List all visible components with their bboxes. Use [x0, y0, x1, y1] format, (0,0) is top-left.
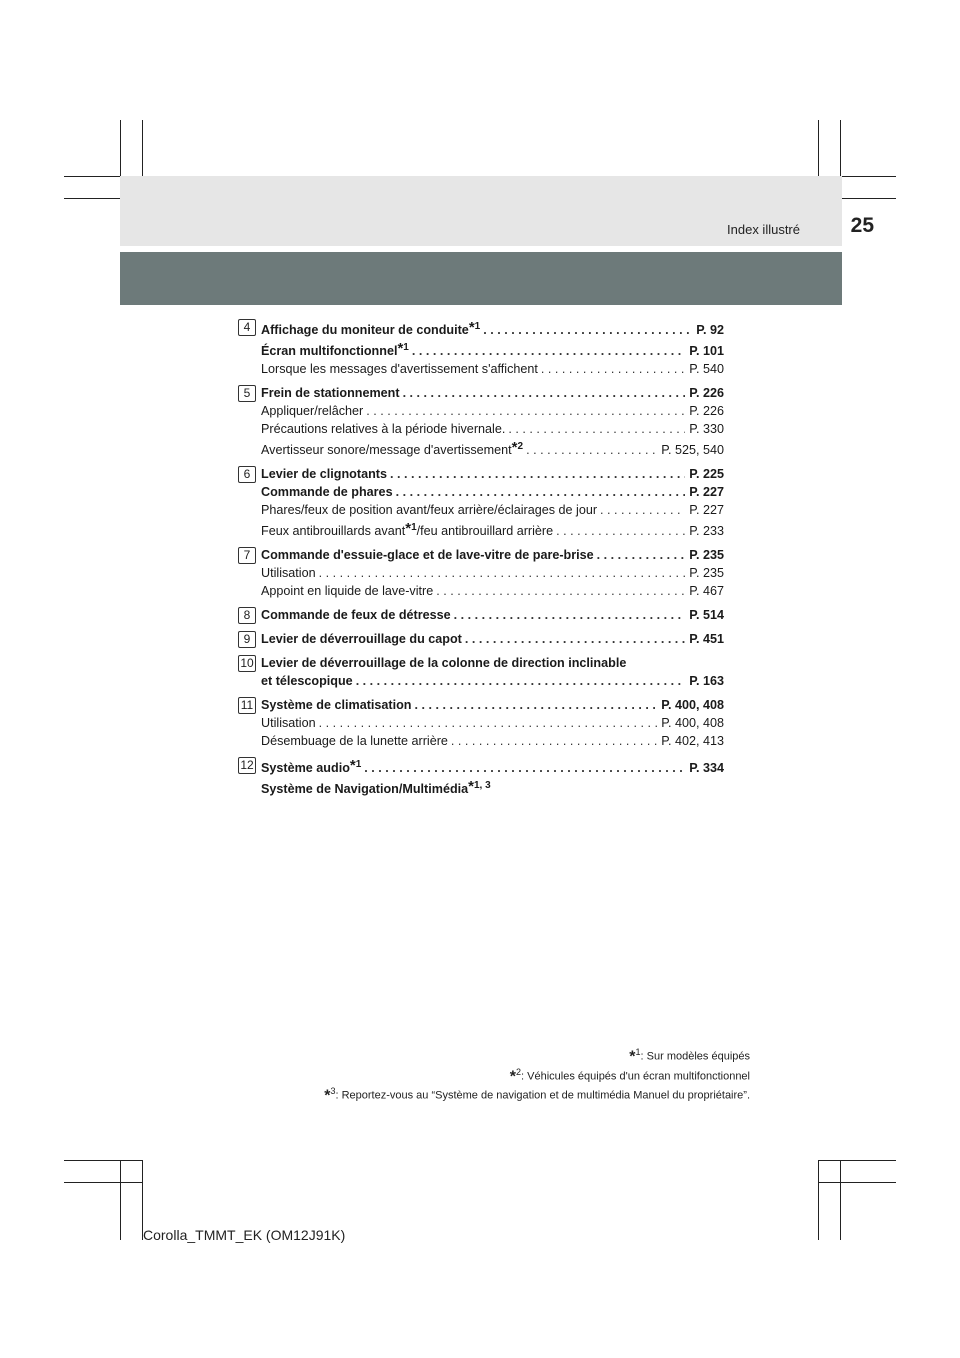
footnote: *$^1$: Sur modèles équipés — [629, 1047, 750, 1066]
index-line-text: Écran multifonctionnel — [261, 344, 398, 358]
index-line — [261, 384, 724, 402]
entry-number-badge: 12 — [238, 757, 256, 774]
index-line — [261, 654, 724, 672]
footer-label: Corolla_TMMT_EK (OM12J91K) — [143, 1227, 346, 1243]
page-reference: P. 101 — [689, 344, 724, 358]
index-entry — [240, 384, 724, 459]
entry-number-badge: 5 — [238, 385, 256, 402]
page-reference: P. 226 — [689, 386, 724, 400]
index-line — [261, 483, 724, 501]
entry-number-badge: 6 — [238, 466, 256, 483]
index-line-label — [261, 756, 361, 777]
index-line-text: Avertisseur sonore/message d'avertissement — [261, 443, 512, 457]
dot-leader — [364, 759, 685, 777]
index-entry — [240, 606, 724, 624]
page-reference: P. 451 — [689, 632, 724, 646]
dot-leader — [319, 564, 686, 582]
dot-leader — [597, 546, 686, 564]
index-line — [261, 360, 724, 378]
dot-leader — [526, 441, 657, 459]
crop-mark — [64, 1160, 142, 1161]
index-line-label — [261, 630, 462, 648]
crop-mark — [818, 1160, 896, 1161]
index-line-label — [261, 654, 626, 672]
dot-leader — [356, 672, 686, 690]
index-line-label — [261, 318, 480, 339]
index-line-label — [261, 714, 316, 732]
page-reference: P. 400, 408 — [661, 716, 724, 730]
page-reference: P. 330 — [689, 422, 724, 436]
page-reference: P. 235 — [689, 548, 724, 562]
index-line-text: Feux antibrouillards avant — [261, 524, 406, 538]
page-reference: P. 334 — [689, 761, 724, 775]
index-line — [261, 756, 724, 777]
footnote-marker: *1 — [468, 319, 481, 336]
page-reference: P. 226 — [689, 404, 724, 418]
index-line-text: Appoint en liquide de lave-vitre — [261, 584, 434, 598]
index-line — [261, 438, 724, 459]
index-line-text: Utilisation — [261, 716, 316, 730]
page-reference: P. 227 — [689, 503, 724, 517]
index-line — [261, 564, 724, 582]
crop-mark — [818, 1160, 819, 1240]
index-line — [261, 777, 724, 798]
index-line — [261, 501, 724, 519]
index-entry — [240, 318, 724, 378]
index-line-text: Désembuage de la lunette arrière — [261, 734, 448, 748]
index-line-label — [261, 582, 433, 600]
index-line — [261, 714, 724, 732]
footnote-marker: *1 — [405, 520, 417, 537]
index-line-text-cont: /feu antibrouillard arrière — [416, 524, 554, 538]
index-line-label — [261, 501, 597, 519]
index-line-label — [261, 732, 448, 750]
index-line — [261, 582, 724, 600]
index-line-label — [261, 672, 353, 690]
index-line-label — [261, 360, 538, 378]
index-line — [261, 732, 724, 750]
index-line-text: Levier de déverrouillage du capot — [261, 632, 462, 646]
footnote-marker: *2 — [511, 439, 524, 456]
dot-leader — [319, 714, 658, 732]
page-reference: P. 235 — [689, 566, 724, 580]
page-reference: P. 514 — [689, 608, 724, 622]
index-line — [261, 420, 724, 438]
index-line — [261, 318, 724, 339]
index-line-text: Commande de phares — [261, 485, 393, 499]
index-entry — [240, 630, 724, 648]
page-reference: P. 525, 540 — [661, 443, 724, 457]
footnote-marker: *1 — [397, 340, 409, 357]
index-entry — [240, 654, 724, 690]
footnote-marker: *1, 3 — [468, 778, 491, 795]
index-line-text: Précautions relatives à la période hivernale. — [261, 422, 506, 436]
footnote: *$^2$: Véhicules équipés d'un écran multifonctionnel — [509, 1066, 750, 1086]
index-line-text: Commande de feux de détresse — [261, 608, 451, 622]
index-line — [261, 630, 724, 648]
footnote: *$^3$: Reportez-vous au “Système de navigation et de multimédia Manuel du propriétaire”. — [324, 1086, 750, 1105]
index-line-label — [261, 777, 491, 798]
page-reference: P. 92 — [696, 323, 724, 337]
index-line-text: Frein de stationnement — [261, 386, 400, 400]
page-reference: P. 227 — [689, 485, 724, 499]
page-reference: P. 233 — [689, 524, 724, 538]
index-line-label — [261, 465, 387, 483]
index-list — [240, 318, 724, 804]
section-banner — [120, 252, 842, 305]
dot-leader — [451, 732, 657, 750]
entry-number-badge: 10 — [238, 655, 256, 672]
index-line — [261, 546, 724, 564]
dot-leader — [541, 360, 685, 378]
dot-leader — [390, 465, 685, 483]
index-line-text: Appliquer/relâcher — [261, 404, 364, 418]
dot-leader — [508, 420, 685, 438]
index-entry — [240, 696, 724, 750]
section-title: Index illustré — [727, 222, 800, 237]
index-line — [261, 465, 724, 483]
dot-leader — [600, 501, 685, 519]
index-line-label — [261, 519, 553, 540]
entry-number-badge: 9 — [238, 631, 256, 648]
dot-leader — [454, 606, 686, 624]
dot-leader — [403, 384, 686, 402]
entry-number-badge: 11 — [238, 697, 256, 714]
index-entry — [240, 465, 724, 540]
entry-number-badge: 8 — [238, 607, 256, 624]
dot-leader — [412, 342, 685, 360]
index-line-text: Phares/feux de position avant/feux arrière/éclairages de jour — [261, 503, 598, 517]
index-line-label — [261, 564, 316, 582]
page-number: 25 — [850, 214, 874, 237]
index-line — [261, 606, 724, 624]
page-reference: P. 163 — [689, 674, 724, 688]
crop-mark — [818, 1182, 896, 1183]
entry-number-badge: 7 — [238, 547, 256, 564]
index-line-text: Affichage du moniteur de conduite — [261, 323, 469, 337]
index-line-text: Système audio — [261, 761, 350, 775]
dot-leader — [396, 483, 686, 501]
index-entry — [240, 756, 724, 798]
crop-mark — [840, 1160, 841, 1240]
dot-leader — [556, 522, 685, 540]
index-line-label — [261, 402, 363, 420]
index-line — [261, 696, 724, 714]
crop-mark — [120, 1160, 121, 1240]
index-line-text: Commande d'essuie-glace et de lave-vitre de pare-brise — [261, 548, 594, 562]
footnotes — [324, 1045, 750, 1104]
index-line-label — [261, 483, 393, 501]
dot-leader — [415, 696, 658, 714]
index-line-label — [261, 546, 594, 564]
page-reference: P. 402, 413 — [661, 734, 724, 748]
page-reference: P. 400, 408 — [661, 698, 724, 712]
index-line-text: Système de climatisation — [261, 698, 412, 712]
index-line-label — [261, 384, 400, 402]
index-line-label — [261, 339, 409, 360]
footnote-marker: *1 — [349, 757, 362, 774]
page-reference: P. 540 — [689, 362, 724, 376]
page-reference: P. 467 — [689, 584, 724, 598]
index-line-text: et télescopique — [261, 674, 353, 688]
dot-leader — [483, 321, 692, 339]
dot-leader — [436, 582, 685, 600]
index-line — [261, 402, 724, 420]
index-line — [261, 339, 724, 360]
index-line-text: Levier de déverrouillage de la colonne de direction inclinable — [261, 656, 627, 670]
index-entry — [240, 546, 724, 600]
index-line-label — [261, 420, 505, 438]
index-line-label — [261, 438, 523, 459]
dot-leader — [366, 402, 685, 420]
dot-leader — [465, 630, 685, 648]
index-line — [261, 672, 724, 690]
entry-number-badge: 4 — [238, 319, 256, 336]
crop-mark — [64, 1182, 142, 1183]
index-line-text: Levier de clignotants — [261, 467, 387, 481]
index-line-label — [261, 606, 451, 624]
index-line-label — [261, 696, 412, 714]
index-line — [261, 519, 724, 540]
index-line-text: Utilisation — [261, 566, 316, 580]
page-reference: P. 225 — [689, 467, 724, 481]
index-line-text: Système de Navigation/Multimédia — [261, 782, 469, 796]
index-line-text: Lorsque les messages d'avertissement s'affichent — [261, 362, 538, 376]
